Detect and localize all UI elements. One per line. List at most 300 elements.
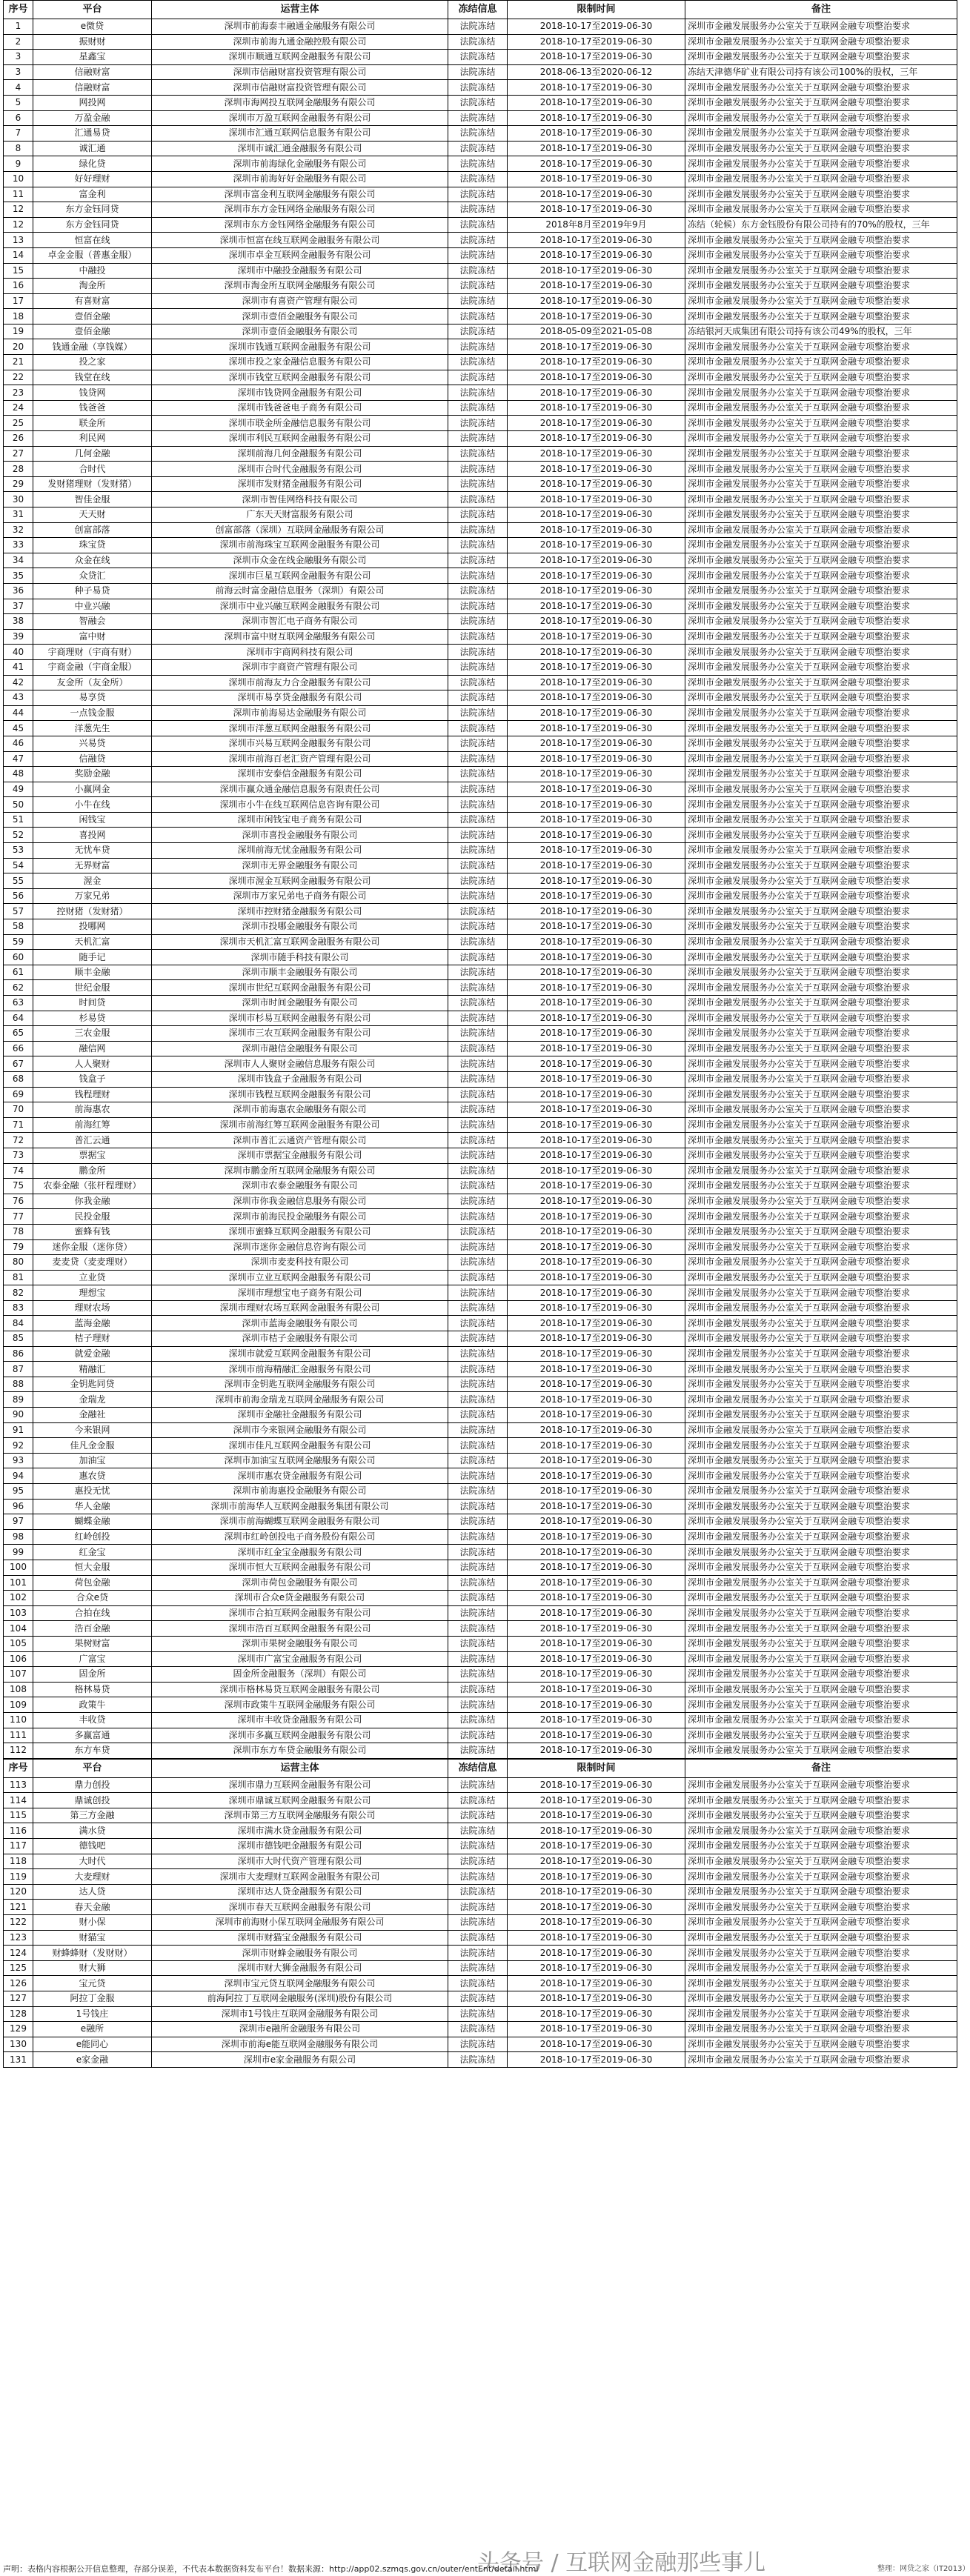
cell-remark: 深圳市金融发展服务办公室关于互联网金融专项整治要求 [685, 476, 957, 492]
table-body-part2 [4, 1777, 957, 2067]
cell-remark: 深圳市金融发展服务办公室关于互联网金融专项整治要求 [685, 1117, 957, 1133]
cell-remark: 深圳市金融发展服务办公室关于互联网金融专项整治要求 [685, 1453, 957, 1468]
table-row [4, 583, 957, 599]
table-row [4, 126, 957, 142]
table-row [4, 568, 957, 584]
cell-platform: 小牛在线 [33, 797, 152, 813]
cell-operator: 深圳市浩百互联网金融服务有限公司 [152, 1621, 448, 1637]
cell-operator: 深圳市鹏金所互联网金融服务有限公司 [152, 1163, 448, 1179]
cell-index: 41 [4, 659, 33, 675]
cell-platform: 财小保 [33, 1915, 152, 1931]
cell-platform: 万盈金融 [33, 110, 152, 126]
cell-operator: 深圳市大麦理财互联网金融服务有限公司 [152, 1869, 448, 1885]
cell-platform: 鼎诚创投 [33, 1793, 152, 1808]
cell-restriction-time: 2018-10-17至2019-06-30 [508, 279, 685, 294]
cell-remark: 深圳市金融发展服务办公室关于互联网金融专项整治要求 [685, 1712, 957, 1728]
cell-index: 3 [4, 50, 33, 65]
cell-restriction-time: 2018-10-17至2019-06-30 [508, 1224, 685, 1239]
cell-freeze-info: 法院冻结 [448, 767, 508, 782]
cell-platform: 有喜财富 [33, 293, 152, 309]
cell-platform: 惠农贷 [33, 1468, 152, 1484]
cell-freeze-info: 法院冻结 [448, 828, 508, 843]
cell-operator: 深圳市财蜂金融服务有限公司 [152, 1946, 448, 1961]
cell-platform: 壹佰金融 [33, 324, 152, 339]
cell-restriction-time: 2018-10-17至2019-06-30 [508, 400, 685, 416]
cell-operator: 深圳市麦麦科技有限公司 [152, 1255, 448, 1271]
cell-remark: 深圳市金融发展服务办公室关于互联网金融专项整治要求 [685, 583, 957, 599]
cell-operator: 深圳市德钱吧金融服务有限公司 [152, 1839, 448, 1854]
cell-freeze-info: 法院冻结 [448, 462, 508, 477]
cell-index: 33 [4, 538, 33, 553]
cell-index: 61 [4, 965, 33, 980]
cell-restriction-time: 2018-10-17至2019-06-30 [508, 629, 685, 645]
cell-platform: 迷你金服（迷你贷） [33, 1239, 152, 1255]
cell-remark: 深圳市金融发展服务办公室关于互联网金融专项整治要求 [685, 1484, 957, 1500]
cell-restriction-time: 2018-10-17至2019-06-30 [508, 721, 685, 736]
cell-platform: 智融会 [33, 614, 152, 630]
cell-operator: 深圳市蜜蜂互联网金融服务有限公司 [152, 1224, 448, 1239]
cell-operator: 深圳市易享贷金融服务有限公司 [152, 690, 448, 706]
cell-platform: 无界财富 [33, 858, 152, 873]
cell-remark: 深圳市金融发展服务办公室关于互联网金融专项整治要求 [685, 1331, 957, 1347]
cell-freeze-info: 法院冻结 [448, 629, 508, 645]
table-row [4, 141, 957, 156]
cell-index: 40 [4, 645, 33, 660]
cell-freeze-info: 法院冻结 [448, 812, 508, 828]
table-row [4, 156, 957, 172]
cell-restriction-time: 2018-10-17至2019-06-30 [508, 1823, 685, 1839]
cell-operator: 深圳市钱程互联网金融服务有限公司 [152, 1087, 448, 1102]
table-row [4, 1900, 957, 1915]
table-row [4, 1651, 957, 1667]
cell-index: 46 [4, 736, 33, 751]
cell-platform: 钱爸爸 [33, 400, 152, 416]
cell-operator: 深圳市赢众通金融信息服务有限责任公司 [152, 782, 448, 797]
cell-restriction-time: 2018-10-17至2019-06-30 [508, 293, 685, 309]
cell-restriction-time: 2018-10-17至2019-06-30 [508, 934, 685, 950]
cell-index: 37 [4, 599, 33, 614]
cell-operator: 深圳市前海好好金融服务有限公司 [152, 171, 448, 187]
cell-platform: 发财猪理财（发财猪） [33, 476, 152, 492]
cell-platform: 加油宝 [33, 1453, 152, 1468]
cell-index: 102 [4, 1591, 33, 1606]
table-row [4, 1239, 957, 1255]
cell-freeze-info: 法院冻结 [448, 1377, 508, 1392]
cell-operator: 深圳市闲钱宝电子商务有限公司 [152, 812, 448, 828]
cell-operator: 深圳市前海泰丰融通金融服务有限公司 [152, 19, 448, 35]
cell-platform: 闲钱宝 [33, 812, 152, 828]
cell-restriction-time: 2018-10-17至2019-06-30 [508, 1667, 685, 1683]
cell-operator: 深圳市淘金所互联网金融服务有限公司 [152, 279, 448, 294]
cell-index: 84 [4, 1316, 33, 1331]
cell-platform: 渥金 [33, 873, 152, 889]
cell-restriction-time: 2018-10-17至2019-06-30 [508, 1793, 685, 1808]
table-row [4, 873, 957, 889]
table-row [4, 1468, 957, 1484]
cell-freeze-info: 法院冻结 [448, 1976, 508, 1991]
cell-index: 48 [4, 767, 33, 782]
cell-index: 27 [4, 446, 33, 462]
table-row [4, 1285, 957, 1301]
cell-index: 14 [4, 247, 33, 263]
table-row [4, 400, 957, 416]
cell-restriction-time: 2018-10-17至2019-06-30 [508, 1946, 685, 1961]
cell-remark: 深圳市金融发展服务办公室关于互联网金融专项整治要求 [685, 1777, 957, 1793]
cell-freeze-info: 法院冻结 [448, 1960, 508, 1976]
cell-operator: 深圳市诚汇通金融服务有限公司 [152, 141, 448, 156]
cell-operator: 深圳市达人贷金融服务有限公司 [152, 1884, 448, 1900]
cell-platform: 红岭创投 [33, 1529, 152, 1545]
cell-remark: 冻结银河天成集团有限公司持有该公司49%的股权，三年 [685, 324, 957, 339]
cell-freeze-info: 法院冻结 [448, 1743, 508, 1759]
cell-index: 71 [4, 1117, 33, 1133]
table-row [4, 2022, 957, 2037]
cell-platform: 精融汇 [33, 1362, 152, 1377]
cell-freeze-info: 法院冻结 [448, 309, 508, 325]
cell-operator: 深圳市金钥匙互联网金融服务有限公司 [152, 1377, 448, 1392]
cell-restriction-time: 2018-10-17至2019-06-30 [508, 1839, 685, 1854]
cell-freeze-info: 法院冻结 [448, 1331, 508, 1347]
cell-index: 57 [4, 904, 33, 919]
table-row [4, 1529, 957, 1545]
cell-index: 126 [4, 1976, 33, 1991]
cell-freeze-info: 法院冻结 [448, 1575, 508, 1591]
cell-operator: 深圳市东方车贷金融服务有限公司 [152, 1743, 448, 1759]
cell-platform: 兴易贷 [33, 736, 152, 751]
cell-operator: 深圳市你我金融信息服务有限公司 [152, 1194, 448, 1209]
cell-index: 51 [4, 812, 33, 828]
cell-freeze-info: 法院冻结 [448, 1468, 508, 1484]
cell-index: 109 [4, 1697, 33, 1713]
cell-index: 60 [4, 950, 33, 965]
table-row [4, 858, 957, 873]
cell-index: 90 [4, 1408, 33, 1423]
cell-operator: 深圳市果树金融服务有限公司 [152, 1636, 448, 1651]
cell-restriction-time: 2018-10-17至2019-06-30 [508, 1071, 685, 1087]
cell-restriction-time: 2018-10-17至2019-06-30 [508, 675, 685, 690]
cell-index: 79 [4, 1239, 33, 1255]
table-row [4, 919, 957, 935]
cell-remark: 深圳市金融发展服务办公室关于互联网金融专项整治要求 [685, 1946, 957, 1961]
cell-restriction-time: 2018-10-17至2019-06-30 [508, 1270, 685, 1285]
cell-index: 72 [4, 1133, 33, 1148]
cell-operator: 深圳市金融社金融服务有限公司 [152, 1408, 448, 1423]
cell-platform: 民投金服 [33, 1209, 152, 1225]
cell-operator: 深圳市理想宝电子商务有限公司 [152, 1285, 448, 1301]
cell-platform: 宝元贷 [33, 1976, 152, 1991]
cell-platform: 华人金融 [33, 1499, 152, 1514]
cell-operator: 深圳市前海财小保互联网金融服务有限公司 [152, 1915, 448, 1931]
table-row [4, 1224, 957, 1239]
cell-remark: 深圳市金融发展服务办公室关于互联网金融专项整治要求 [685, 812, 957, 828]
cell-platform: 诚汇通 [33, 141, 152, 156]
cell-freeze-info: 法院冻结 [448, 324, 508, 339]
cell-restriction-time: 2018-10-17至2019-06-30 [508, 1915, 685, 1931]
table-row [4, 1728, 957, 1743]
cell-operator: 深圳市前海金瑞龙互联网金融服务有限公司 [152, 1392, 448, 1408]
cell-index: 82 [4, 1285, 33, 1301]
cell-index: 62 [4, 980, 33, 996]
cell-index: 120 [4, 1884, 33, 1900]
table-row [4, 324, 957, 339]
cell-platform: 钱盒子 [33, 1071, 152, 1087]
cell-freeze-info: 法院冻结 [448, 141, 508, 156]
cell-freeze-info: 法院冻结 [448, 1179, 508, 1194]
cell-index: 7 [4, 126, 33, 142]
footer-note: 声明：表格内容根据公开信息整理，存部分误差，不代表本数据资料发布平台！数据来源：http://app02.szmqs.gov.cn/outer/entEnt/detail.html [3, 2564, 539, 2574]
cell-platform: 财猫宝 [33, 1930, 152, 1946]
cell-restriction-time: 2018-10-17至2019-06-30 [508, 751, 685, 767]
cell-freeze-info: 法院冻结 [448, 1209, 508, 1225]
cell-platform: 绿化贷 [33, 156, 152, 172]
cell-restriction-time: 2018-10-17至2019-06-30 [508, 797, 685, 813]
cell-index: 128 [4, 2006, 33, 2022]
cell-platform: 中融投 [33, 263, 152, 279]
cell-index: 110 [4, 1712, 33, 1728]
cell-restriction-time: 2018-10-17至2019-06-30 [508, 1331, 685, 1347]
cell-index: 121 [4, 1900, 33, 1915]
cell-index: 104 [4, 1621, 33, 1637]
cell-operator: 深圳市钱爸爸电子商务有限公司 [152, 400, 448, 416]
cell-index: 22 [4, 370, 33, 385]
cell-freeze-info: 法院冻结 [448, 1011, 508, 1026]
cell-remark: 深圳市金融发展服务办公室关于互联网金融专项整治要求 [685, 1377, 957, 1392]
cell-freeze-info: 法院冻结 [448, 19, 508, 35]
cell-freeze-info: 法院冻结 [448, 965, 508, 980]
cell-platform: 合时代 [33, 462, 152, 477]
cell-freeze-info: 法院冻结 [448, 934, 508, 950]
cell-operator: 深圳市钱通互联网金融服务有限公司 [152, 339, 448, 355]
cell-operator: 深圳市财猫宝金融服务有限公司 [152, 1930, 448, 1946]
cell-platform: 今来银网 [33, 1422, 152, 1438]
table-header-row-repeat [4, 1759, 957, 1777]
cell-freeze-info: 法院冻结 [448, 888, 508, 904]
cell-restriction-time: 2018-10-17至2019-06-30 [508, 1900, 685, 1915]
cell-operator: 深圳市前海珠宝互联网金融服务有限公司 [152, 538, 448, 553]
cell-freeze-info: 法院冻结 [448, 751, 508, 767]
header-restriction-time: 限制时间 [508, 1759, 685, 1777]
cell-remark: 深圳市金融发展服务办公室关于互联网金融专项整治要求 [685, 2037, 957, 2052]
table-row [4, 19, 957, 35]
cell-remark: 深圳市金融发展服务办公室关于互联网金融专项整治要求 [685, 843, 957, 859]
cell-restriction-time: 2018-10-17至2019-06-30 [508, 19, 685, 35]
cell-platform: 荷包金融 [33, 1575, 152, 1591]
table-row [4, 736, 957, 751]
cell-remark: 深圳市金融发展服务办公室关于互联网金融专项整治要求 [685, 522, 957, 538]
cell-remark: 深圳市金融发展服务办公室关于互联网金融专项整治要求 [685, 50, 957, 65]
cell-restriction-time: 2018-10-17至2019-06-30 [508, 1163, 685, 1179]
cell-remark: 深圳市金融发展服务办公室关于互联网金融专项整治要求 [685, 1026, 957, 1042]
cell-platform: 农泰金融（张杆程理财） [33, 1179, 152, 1194]
cell-remark: 深圳市金融发展服务办公室关于互联网金融专项整治要求 [685, 1163, 957, 1179]
cell-remark: 深圳市金融发展服务办公室关于互联网金融专项整治要求 [685, 1194, 957, 1209]
cell-index: 106 [4, 1651, 33, 1667]
table-row [4, 614, 957, 630]
cell-freeze-info: 法院冻结 [448, 95, 508, 110]
cell-index: 15 [4, 263, 33, 279]
cell-index: 4 [4, 80, 33, 96]
cell-remark: 深圳市金融发展服务办公室关于互联网金融专项整治要求 [685, 659, 957, 675]
cell-index: 34 [4, 553, 33, 568]
cell-platform: 三农金服 [33, 1026, 152, 1042]
cell-remark: 深圳市金融发展服务办公室关于互联网金融专项整治要求 [685, 416, 957, 431]
cell-platform: 红金宝 [33, 1545, 152, 1560]
cell-platform: e家金融 [33, 2052, 152, 2068]
cell-freeze-info: 法院冻结 [448, 1316, 508, 1331]
cell-freeze-info: 法院冻结 [448, 1545, 508, 1560]
cell-restriction-time: 2018-10-17至2019-06-30 [508, 1499, 685, 1514]
table-row [4, 1605, 957, 1621]
cell-freeze-info: 法院冻结 [448, 599, 508, 614]
table-row [4, 1438, 957, 1454]
cell-remark: 深圳市金融发展服务办公室关于互联网金融专项整治要求 [685, 110, 957, 126]
cell-remark: 深圳市金融发展服务办公室关于互联网金融专项整治要求 [685, 828, 957, 843]
freeze-table-continued [3, 1759, 957, 2068]
cell-platform: 易享贷 [33, 690, 152, 706]
table-row [4, 385, 957, 401]
cell-remark: 深圳市金融发展服务办公室关于互联网金融专项整治要求 [685, 1071, 957, 1087]
cell-index: 13 [4, 233, 33, 248]
cell-freeze-info: 法院冻结 [448, 568, 508, 584]
cell-operator: 深圳市万盈互联网金融服务有限公司 [152, 110, 448, 126]
cell-operator: 深圳市世纪互联网金融服务有限公司 [152, 980, 448, 996]
cell-freeze-info: 法院冻结 [448, 1651, 508, 1667]
cell-index: 21 [4, 355, 33, 370]
cell-remark: 深圳市金融发展服务办公室关于互联网金融专项整治要求 [685, 797, 957, 813]
cell-remark: 深圳市金融发展服务办公室关于互联网金融专项整治要求 [685, 675, 957, 690]
table-body-part1 [4, 19, 957, 1759]
cell-restriction-time: 2018-10-17至2019-06-30 [508, 1930, 685, 1946]
cell-index: 115 [4, 1808, 33, 1823]
cell-index: 20 [4, 339, 33, 355]
cell-restriction-time: 2018-10-17至2019-06-30 [508, 1209, 685, 1225]
cell-remark: 深圳市金融发展服务办公室关于互联网金融专项整治要求 [685, 705, 957, 721]
table-row [4, 812, 957, 828]
cell-restriction-time: 2018-10-17至2019-06-30 [508, 1438, 685, 1454]
cell-operator: 深圳市海网投互联网金融服务有限公司 [152, 95, 448, 110]
cell-restriction-time: 2018-10-17至2019-06-30 [508, 141, 685, 156]
cell-remark: 深圳市金融发展服务办公室关于互联网金融专项整治要求 [685, 1087, 957, 1102]
cell-remark: 深圳市金融发展服务办公室关于互联网金融专项整治要求 [685, 1346, 957, 1362]
table-row [4, 2037, 957, 2052]
table-row [4, 476, 957, 492]
cell-index: 99 [4, 1545, 33, 1560]
cell-index: 26 [4, 431, 33, 447]
table-row [4, 782, 957, 797]
cell-index: 55 [4, 873, 33, 889]
cell-index: 69 [4, 1087, 33, 1102]
cell-remark: 深圳市金融发展服务办公室关于互联网金融专项整治要求 [685, 1560, 957, 1575]
table-row [4, 797, 957, 813]
cell-remark: 深圳市金融发展服务办公室关于互联网金融专项整治要求 [685, 1514, 957, 1530]
cell-operator: 深圳市随手科技有限公司 [152, 950, 448, 965]
cell-platform: e微贷 [33, 19, 152, 35]
cell-index: 63 [4, 996, 33, 1011]
cell-freeze-info: 法院冻结 [448, 1438, 508, 1454]
table-row [4, 1392, 957, 1408]
table-row [4, 751, 957, 767]
cell-remark: 深圳市金融发展服务办公室关于互联网金融专项整治要求 [685, 1575, 957, 1591]
cell-restriction-time: 2018-10-17至2019-06-30 [508, 538, 685, 553]
table-row [4, 1163, 957, 1179]
footer-source: 整理：网贷之家（IT2013） [877, 2565, 970, 2573]
cell-freeze-info: 法院冻结 [448, 64, 508, 80]
table-row [4, 1591, 957, 1606]
cell-index: 114 [4, 1793, 33, 1808]
cell-remark: 深圳市金融发展服务办公室关于互联网金融专项整治要求 [685, 492, 957, 507]
table-row [4, 1209, 957, 1225]
cell-restriction-time: 2018-10-17至2019-06-30 [508, 171, 685, 187]
table-row [4, 1976, 957, 1991]
cell-operator: 深圳市多赢互联网金融服务有限公司 [152, 1728, 448, 1743]
table-row [4, 1930, 957, 1946]
cell-platform: 合拍在线 [33, 1605, 152, 1621]
cell-operator: 深圳市前海绿化金融服务有限公司 [152, 156, 448, 172]
table-row [4, 355, 957, 370]
cell-remark: 深圳市金融发展服务办公室关于互联网金融专项整治要求 [685, 263, 957, 279]
cell-index: 44 [4, 705, 33, 721]
cell-freeze-info: 法院冻结 [448, 1728, 508, 1743]
cell-platform: 时间贷 [33, 996, 152, 1011]
cell-operator: 深圳市发财猪金融服务有限公司 [152, 476, 448, 492]
cell-platform: 顺丰金融 [33, 965, 152, 980]
cell-freeze-info: 法院冻结 [448, 1026, 508, 1042]
cell-remark: 深圳市金融发展服务办公室关于互联网金融专项整治要求 [685, 156, 957, 172]
cell-remark: 深圳市金融发展服务办公室关于互联网金融专项整治要求 [685, 1682, 957, 1697]
cell-remark: 深圳市金融发展服务办公室关于互联网金融专项整治要求 [685, 965, 957, 980]
cell-restriction-time: 2018-10-17至2019-06-30 [508, 659, 685, 675]
cell-index: 58 [4, 919, 33, 935]
cell-remark: 深圳市金融发展服务办公室关于互联网金融专项整治要求 [685, 2052, 957, 2068]
cell-index: 12 [4, 217, 33, 233]
cell-remark: 深圳市金融发展服务办公室关于互联网金融专项整治要求 [685, 873, 957, 889]
cell-restriction-time: 2018-10-17至2019-06-30 [508, 553, 685, 568]
cell-restriction-time: 2018-10-17至2019-06-30 [508, 736, 685, 751]
cell-index: 118 [4, 1854, 33, 1869]
table-row [4, 64, 957, 80]
cell-index: 86 [4, 1346, 33, 1362]
cell-restriction-time: 2018-10-17至2019-06-30 [508, 1884, 685, 1900]
cell-platform: 票据宝 [33, 1148, 152, 1163]
cell-freeze-info: 法院冻结 [448, 1560, 508, 1575]
table-row [4, 187, 957, 202]
cell-remark: 深圳市金融发展服务办公室关于互联网金融专项整治要求 [685, 1667, 957, 1683]
cell-remark: 深圳市金融发展服务办公室关于互联网金融专项整治要求 [685, 1408, 957, 1423]
cell-freeze-info: 法院冻结 [448, 1392, 508, 1408]
cell-platform: 鹏金所 [33, 1163, 152, 1179]
cell-remark: 深圳市金融发展服务办公室关于互联网金融专项整治要求 [685, 1224, 957, 1239]
table-row [4, 431, 957, 447]
cell-restriction-time: 2018-10-17至2019-06-30 [508, 1285, 685, 1301]
cell-platform: 汇通易贷 [33, 126, 152, 142]
cell-index: 19 [4, 324, 33, 339]
cell-index: 29 [4, 476, 33, 492]
cell-remark: 深圳市金融发展服务办公室关于互联网金融专项整治要求 [685, 1179, 957, 1194]
cell-index: 67 [4, 1056, 33, 1072]
cell-freeze-info: 法院冻结 [448, 2006, 508, 2022]
cell-index: 103 [4, 1605, 33, 1621]
cell-operator: 深圳市利民互联网金融服务有限公司 [152, 431, 448, 447]
cell-restriction-time: 2018-10-17至2019-06-30 [508, 843, 685, 859]
cell-remark: 冻结（轮候）东方金钰股份有限公司持有的70%的股权，三年 [685, 217, 957, 233]
cell-platform: 蜜蜂有钱 [33, 1224, 152, 1239]
cell-platform: 格林易贷 [33, 1682, 152, 1697]
cell-operator: 深圳市智佳网络科技有限公司 [152, 492, 448, 507]
cell-remark: 深圳市金融发展服务办公室关于互联网金融专项整治要求 [685, 858, 957, 873]
cell-freeze-info: 法院冻结 [448, 279, 508, 294]
cell-operator: 深圳市荷包金融服务有限公司 [152, 1575, 448, 1591]
cell-remark: 深圳市金融发展服务办公室关于互联网金融专项整治要求 [685, 1438, 957, 1454]
